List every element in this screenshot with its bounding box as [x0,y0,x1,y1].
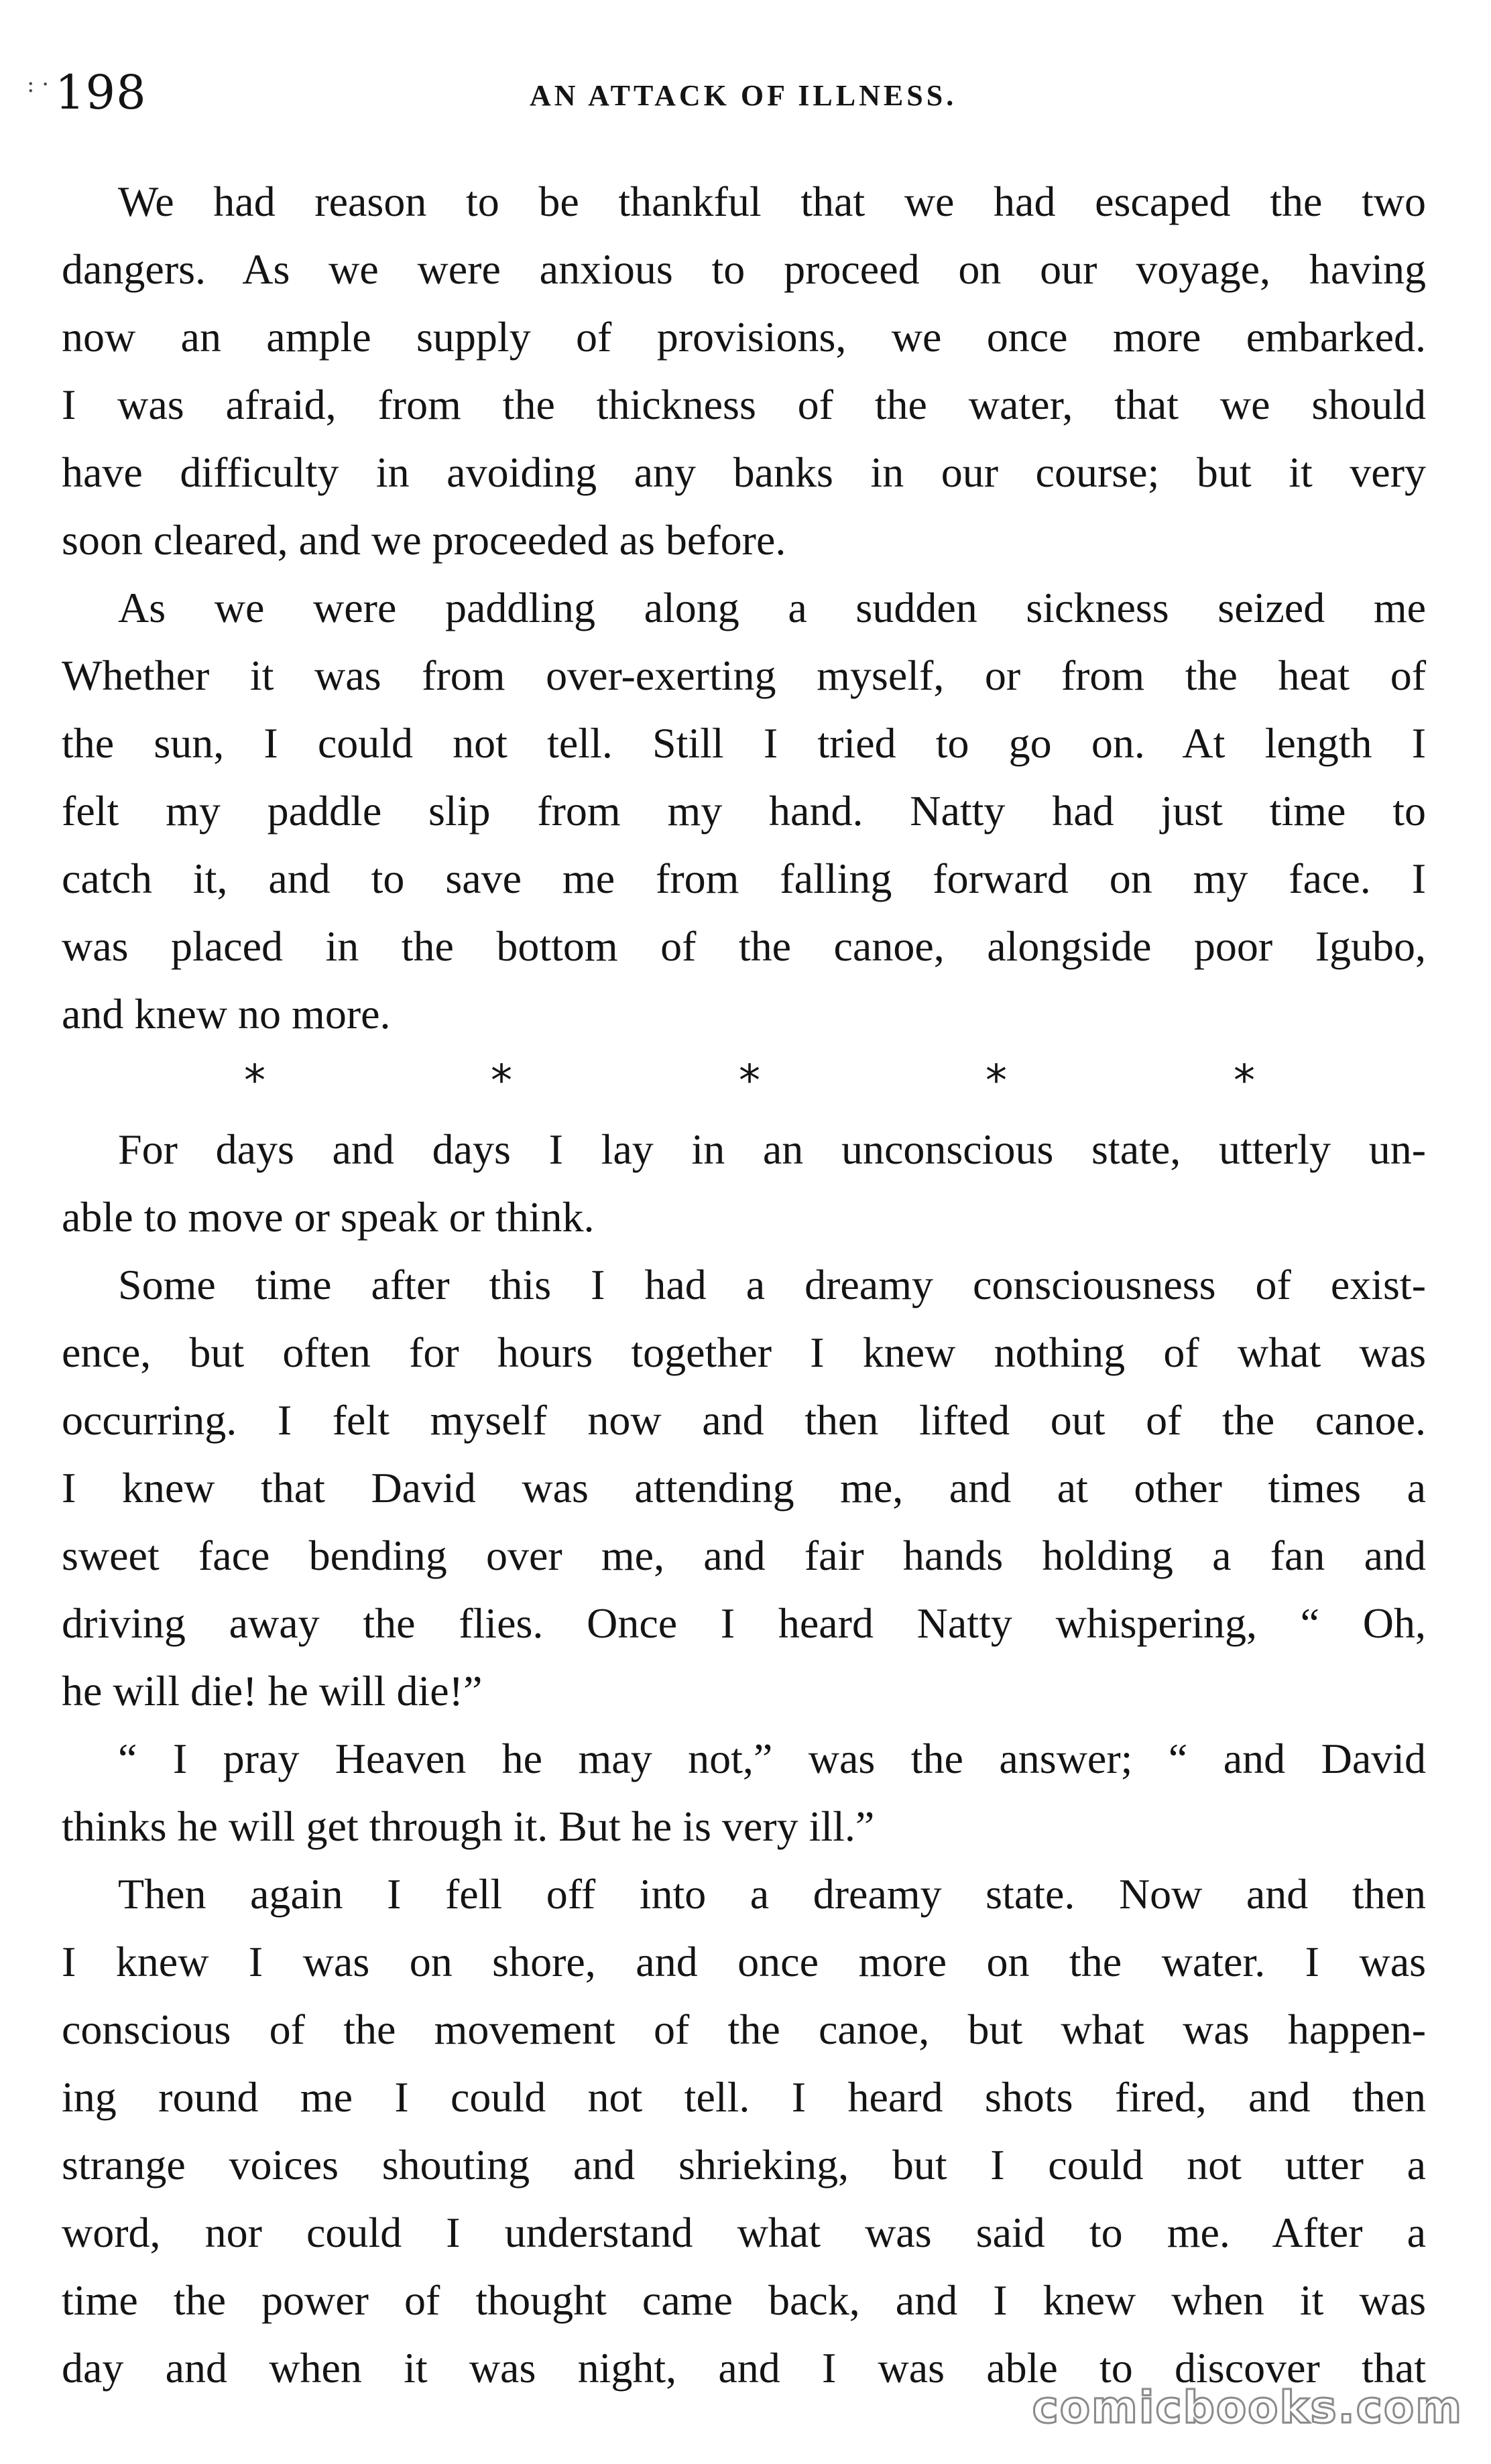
text-line: Whether it was from over-exerting myself, or from the heat of [62,652,1426,699]
running-head: AN ATTACK OF ILLNESS. [530,79,957,112]
page-number: 198 [55,65,147,120]
section-break-star: * [244,1056,265,1106]
margin-marks: : · [27,71,50,98]
section-break-star: * [491,1056,512,1106]
text-line: and knew no more. [62,990,391,1038]
text-line: the sun, I could not tell. Still I tried to go on. At length I [62,719,1426,767]
text-line: able to move or speak or think. [62,1193,595,1241]
text-line: I knew that David was attending me, and at other times a [62,1464,1426,1512]
text-line: was placed in the bottom of the canoe, alongside poor Igubo, [62,922,1426,970]
page-header [27,59,1428,126]
text-line: We had reason to be thankful that we had escaped the two [118,178,1426,225]
text-line: conscious of the movement of the canoe, but what was happen- [62,2006,1426,2053]
text-line: occurring. I felt myself now and then lifted out of the canoe. [62,1396,1426,1444]
section-break-star: * [739,1056,760,1106]
text-line: felt my paddle slip from my hand. Natty had just time to [62,787,1426,835]
text-line: catch it, and to save me from falling forward on my face. I [62,855,1426,902]
text-line: word, nor could I understand what was said to me. After a [62,2209,1426,2256]
text-line: I knew I was on shore, and once more on the water. I was [62,1938,1426,1985]
text-line: “ I pray Heaven he may not,” was the answer; “ and David [118,1735,1426,1782]
section-break [62,1048,1426,1115]
body-text [62,168,1426,2402]
text-line: now an ample supply of provisions, we once more embarked. [62,313,1426,361]
text-line: For days and days I lay in an unconscious state, utterly un- [118,1125,1426,1173]
text-line: strange voices shouting and shrieking, but I could not utter a [62,2141,1426,2189]
text-line: I was afraid, from the thickness of the water, that we should [62,381,1426,428]
text-line: soon cleared, and we proceeded as before. [62,516,786,564]
text-line: thinks he will get through it. But he is very ill.” [62,1802,875,1850]
text-line: sweet face bending over me, and fair hands holding a fan and [62,1532,1426,1579]
text-line: ence, but often for hours together I knew nothing of what was [62,1329,1426,1376]
section-break-star: * [1234,1056,1255,1106]
text-line: ing round me I could not tell. I heard shots fired, and then [62,2073,1426,2121]
text-line: dangers. As we were anxious to proceed on our voyage, having [62,245,1426,293]
text-line: driving away the flies. Once I heard Natty whispering, “ Oh, [62,1599,1426,1647]
watermark: comicbooks.com [1032,2382,1463,2433]
section-break-star: * [986,1056,1007,1106]
text-line: Then again I fell off into a dreamy state. Now and then [118,1870,1426,1918]
text-line: Some time after this I had a dreamy consciousness of exist- [118,1261,1426,1308]
text-line: he will die! he will die!” [62,1667,483,1715]
text-line: day and when it was night, and I was able to discover that [62,2344,1426,2392]
text-line: have difficulty in avoiding any banks in our course; but it very [62,448,1426,496]
text-line: As we were paddling along a sudden sickness seized me [118,584,1426,631]
text-line: time the power of thought came back, and I knew when it was [62,2276,1426,2324]
